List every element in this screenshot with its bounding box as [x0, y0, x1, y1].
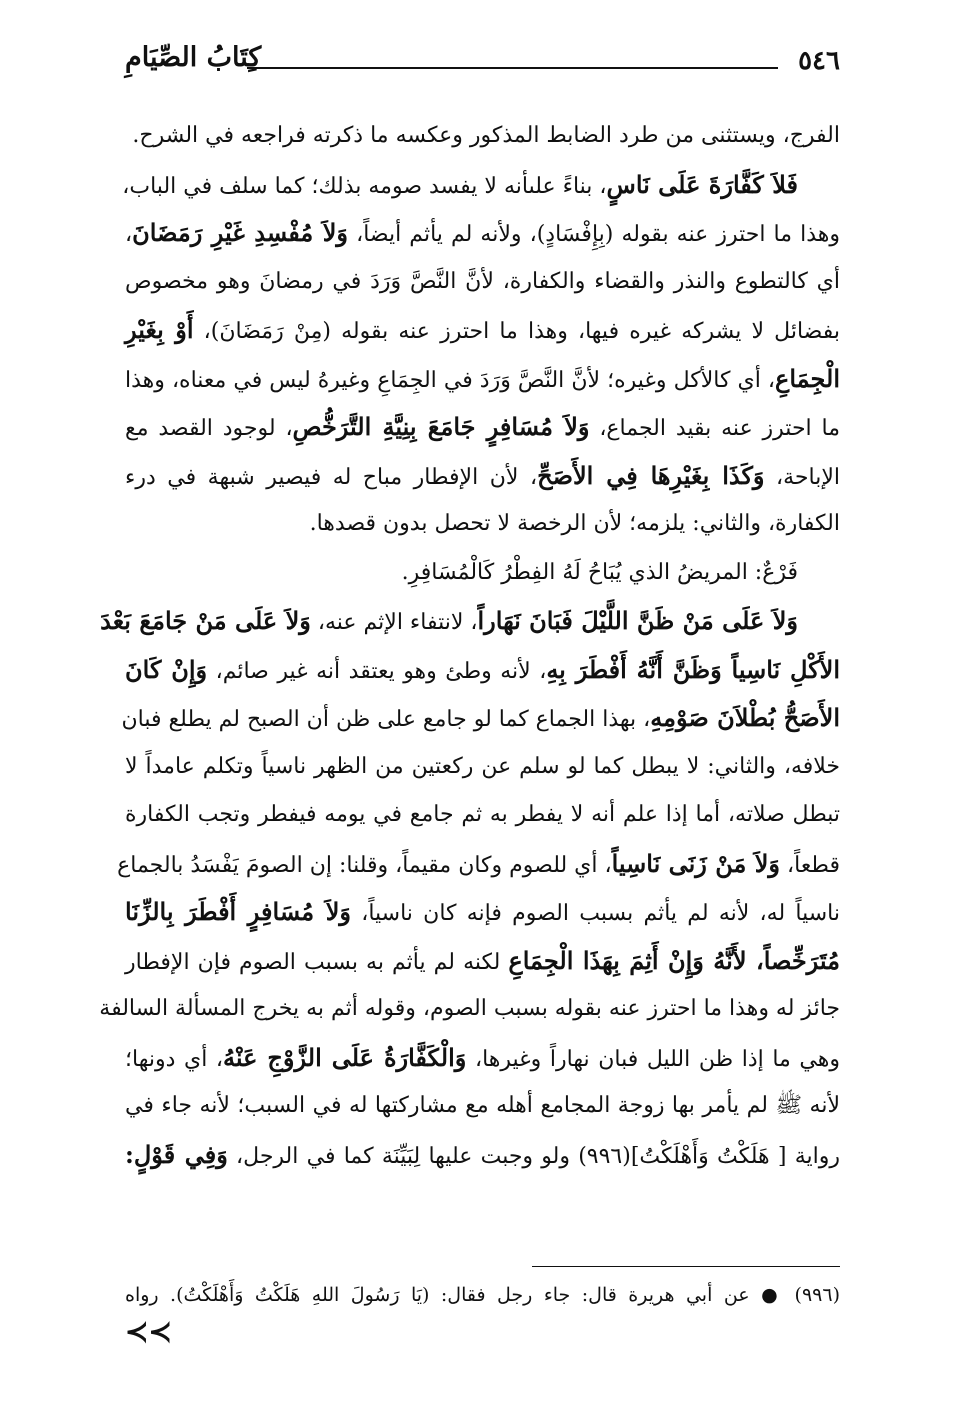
- commentary-segment: بفضائل لا يشركه غيره فيها، وهذا ما احترز عنه بقوله (مِنْ رَمَضَانَ)،: [193, 319, 840, 344]
- text-line: [125, 258, 840, 307]
- matn-segment: أَوْ بِغَيْرِ: [125, 315, 194, 344]
- text-line: [99, 985, 840, 1034]
- commentary-segment: ، لأن الإفطار مباح له فيصير شبهة في درء: [125, 464, 538, 490]
- commentary-segment: الإباحة،: [764, 464, 840, 490]
- text-line: [125, 743, 840, 792]
- commentary-segment: ناسياً له، لأنه لم يأثم بسبب الصوم فإنه كان ناسياً،: [350, 901, 840, 926]
- commentary-segment: ، أي للصوم وكان مقيماً، وقلنا: إن الصومَ يَفْسَدُ بالجماع: [117, 852, 612, 878]
- text-line: [125, 1034, 840, 1083]
- text-line: [125, 500, 840, 549]
- commentary-segment: رواية [ هَلَكْتُ وَأَهْلَكْتُ](٩٩٦) ولو وجبت عليها لِبَيِّنَة كما في الرجل،: [227, 1143, 840, 1169]
- commentary-segment: ، بهذا الجماع كما لو جامع على ظن أن الصبح لم يطلع فبان: [121, 707, 651, 732]
- page-header: [125, 42, 840, 82]
- matn-segment: وَكَذَا بِغَيْرِهَا فِي الأَصَحِّ: [537, 460, 765, 490]
- commentary-segment: الفرج، ويستثنى من طرد الضابط المذكور وعكسه ما ذكرته فراجعه في الشرح.: [132, 123, 840, 148]
- text-line: [125, 549, 840, 598]
- text-line: [100, 597, 840, 646]
- text-line: [125, 1082, 840, 1131]
- text-line: [121, 694, 840, 743]
- commentary-segment: فَرْعٌ: المريضُ الذي يُبَاحُ لَهُ الفِطْرُ كَالْمُسَافِرِ.: [401, 559, 798, 585]
- text-line: [125, 937, 840, 986]
- text-line: [125, 403, 840, 452]
- commentary-segment: وهذا ما احترز عنه بقوله (بِإِفْسَادٍ)، ولأنه لم يأثم أيضاً،: [348, 222, 840, 247]
- matn-segment: وَلاَ مُسَافِرٍ جَامَعَ بِنِيَّةِ التَّرَخُّصِ: [292, 412, 590, 441]
- commentary-segment: أي كالتطوع والنذر والقضاء والكفارة، لأنَّ النَّصَّ وَرَدَ في رمضانَ وهو مخصوص: [125, 268, 840, 294]
- commentary-segment: ، لوجود القصد مع: [125, 416, 293, 441]
- commentary-segment: ، أي كالأكل وغيره؛ لأنَّ النَّصَّ وَرَدَ في الجِمَاعِ وغيرهُ ليس في معناه، وهذا: [125, 367, 776, 393]
- matn-segment: وَفِي قَوْلٍ:: [125, 1139, 228, 1169]
- text-line: [125, 1131, 840, 1180]
- continuation-mark: ≺≺: [125, 1315, 172, 1348]
- matn-segment: وَلاَ عَلَى مَنْ ظَنَّ اللَّيْلَ فَبَانَ نَهَاراً: [477, 606, 798, 635]
- body-text: [99, 112, 841, 1179]
- text-line: [122, 161, 840, 210]
- matn-segment: وَلاَ مُسَافِرٍ أَفْطَرَ بِالزِّنَا: [125, 897, 351, 926]
- matn-segment: وَلاَ مَنْ زَنَى نَاسِياً: [611, 848, 781, 878]
- commentary-segment: قطعاً،: [780, 852, 840, 878]
- text-line: [125, 209, 840, 258]
- commentary-segment: ، أي دونها؛: [125, 1046, 224, 1072]
- commentary-segment: ، بناءً علىأنه لا يفسد صومه بذلك؛ كما سلف في الباب،: [122, 173, 607, 199]
- running-title: كِتَابُ الصِّيَامِ: [125, 42, 262, 73]
- matn-segment: مُتَرَخِّصاً، لأَنَّهُ وَإِنْ أَثِمَ بِهَذَا الْجِمَاعِ: [508, 945, 841, 975]
- commentary-segment: ما احترز عنه بقيد الجماع،: [589, 416, 840, 441]
- commentary-segment: خلافه، والثاني: لا يبطل كما لو سلم عن ركعتين من الظهر ناسياً وتكلم عامداً لا: [125, 753, 840, 779]
- text-line: [125, 355, 840, 404]
- matn-segment: فَلاَ كَفَّارَةَ عَلَى نَاسٍ: [606, 169, 798, 199]
- commentary-segment: تبطل صلاته، أما إذا علم أنه لا يفطر به ثم جامع في يومه فيفطر وتجب الكفارة: [125, 802, 840, 827]
- commentary-segment: ، لأنه وطئ وهو يعتقد أنه غير صائم،: [207, 658, 547, 684]
- text-line: [125, 888, 840, 937]
- page-number: ٥٤٦: [798, 46, 840, 76]
- text-line: [125, 112, 840, 161]
- commentary-segment: الكفارة، والثاني: يلزمه؛ لأن الرخصة لا تحصل بدون قصدها.: [309, 511, 840, 536]
- matn-segment: الأَكْلِ نَاسِياً وَظَنَّ أَنَّهُ أَفْطَرَ بِهِ: [546, 654, 841, 684]
- commentary-segment: لكنه لم يأثم به بسبب الصوم فإن الإفطار: [125, 949, 509, 975]
- footnote-separator: [532, 1266, 840, 1267]
- commentary-segment: ،: [125, 222, 133, 247]
- text-line: [117, 840, 840, 889]
- matn-segment: الأَصَحُّ بُطْلاَنَ صَوْمِهِ: [650, 703, 840, 732]
- matn-segment: وَلاَ مُفْسِدِ غَيْرِ رَمَضَانَ: [132, 218, 348, 247]
- commentary-segment: ، لانتفاء الإثم عنه،: [310, 610, 478, 635]
- matn-segment: وَإِنْ كَانَ: [125, 654, 208, 684]
- header-rule: [247, 67, 778, 69]
- commentary-segment: جائز له وهذا ما احترز عنه بقوله بسبب الصوم، وقوله أثم به يخرج المسألة السالفة: [99, 996, 840, 1021]
- text-line: [125, 306, 840, 355]
- matn-segment: وَالْكَفَّارَةُ عَلَى الزَّوْجِ عَنْهُ: [223, 1042, 467, 1072]
- commentary-segment: وهي ما إذا ظن الليل فبان نهاراً وغيرها،: [466, 1046, 840, 1072]
- matn-segment: الْجِمَاعِ: [775, 363, 840, 393]
- text-line: [125, 452, 840, 501]
- text-line: [125, 791, 840, 840]
- commentary-segment: لأنه ﷺ لم يأمر بها زوجة المجامع أهله مع مشاركتها له في السبب؛ لأنه جاء في: [125, 1093, 840, 1118]
- matn-segment: وَلاَ عَلَى مَنْ جَامَعَ بَعْدَ: [100, 606, 311, 635]
- text-line: [125, 646, 840, 695]
- footnote: (٩٩٦) ● عن أبي هريرة قال: جاء رجل فقال: (يَا رَسُولَ اللهِ هَلَكْتُ وَأَهْلَكْتُ). رواه: [125, 1284, 840, 1306]
